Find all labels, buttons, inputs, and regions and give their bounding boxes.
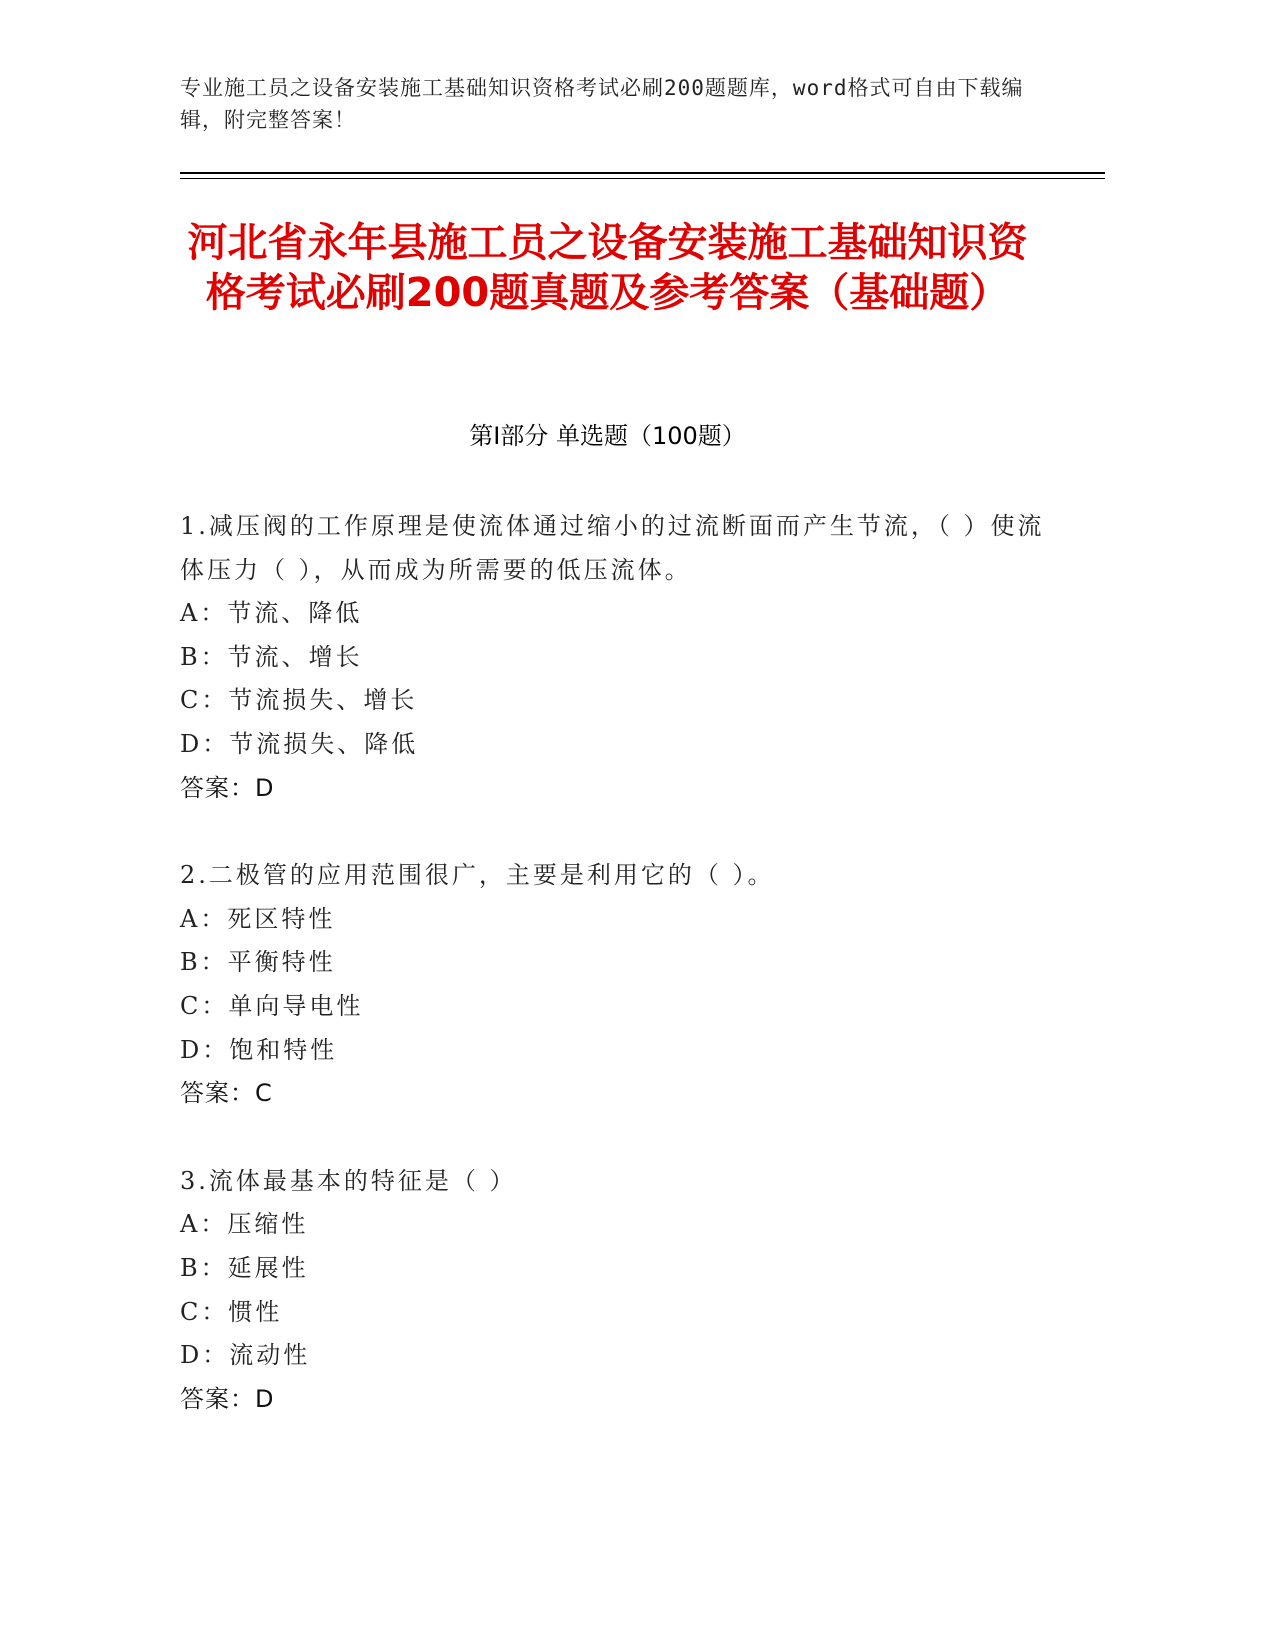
- option-a: A：死区特性: [180, 904, 336, 933]
- option-c: C：单向导电性: [180, 991, 364, 1020]
- header-note: 专业施工员之设备安装施工基础知识资格考试必刷200题题库，word格式可自由下载编辑，附完整答案！: [180, 76, 1024, 132]
- option-c: C：节流损失、增长: [180, 686, 418, 715]
- option-d: D：饱和特性: [180, 1035, 338, 1064]
- question-list: [180, 505, 1060, 1465]
- question-3: [180, 1160, 1060, 1422]
- option-c: C：惯性: [180, 1297, 283, 1326]
- question-1: [180, 505, 1060, 810]
- answer: 答案：D: [180, 773, 275, 802]
- option-d: D：流动性: [180, 1341, 311, 1370]
- answer: 答案：D: [180, 1384, 275, 1413]
- question-2: [180, 854, 1060, 1116]
- option-d: D：节流损失、降低: [180, 729, 419, 758]
- option-b: B：延展性: [180, 1253, 309, 1282]
- question-text: 3.流体最基本的特征是（ ）: [180, 1166, 517, 1195]
- option-b: B：节流、增长: [180, 642, 363, 671]
- document-title: 河北省永年县施工员之设备安装施工基础知识资格考试必刷200题真题及参考答案（基础题）: [187, 220, 1028, 316]
- header-rule-thick: [180, 172, 1105, 174]
- option-a: A：压缩性: [180, 1210, 309, 1239]
- question-text: 1.减压阀的工作原理是使流体通过缩小的过流断面而产生节流，（ ）使流体压力（ ），从而成为所需要的低压流体。: [180, 512, 1045, 584]
- header-rule-thin: [180, 178, 1105, 179]
- option-b: B：平衡特性: [180, 948, 336, 977]
- answer: 答案：C: [180, 1079, 273, 1108]
- question-text: 2.二极管的应用范围很广，主要是利用它的（ ）。: [180, 861, 775, 890]
- section-heading: 第Ⅰ部分 单选题（100题）: [469, 422, 746, 450]
- option-a: A：节流、降低: [180, 599, 363, 628]
